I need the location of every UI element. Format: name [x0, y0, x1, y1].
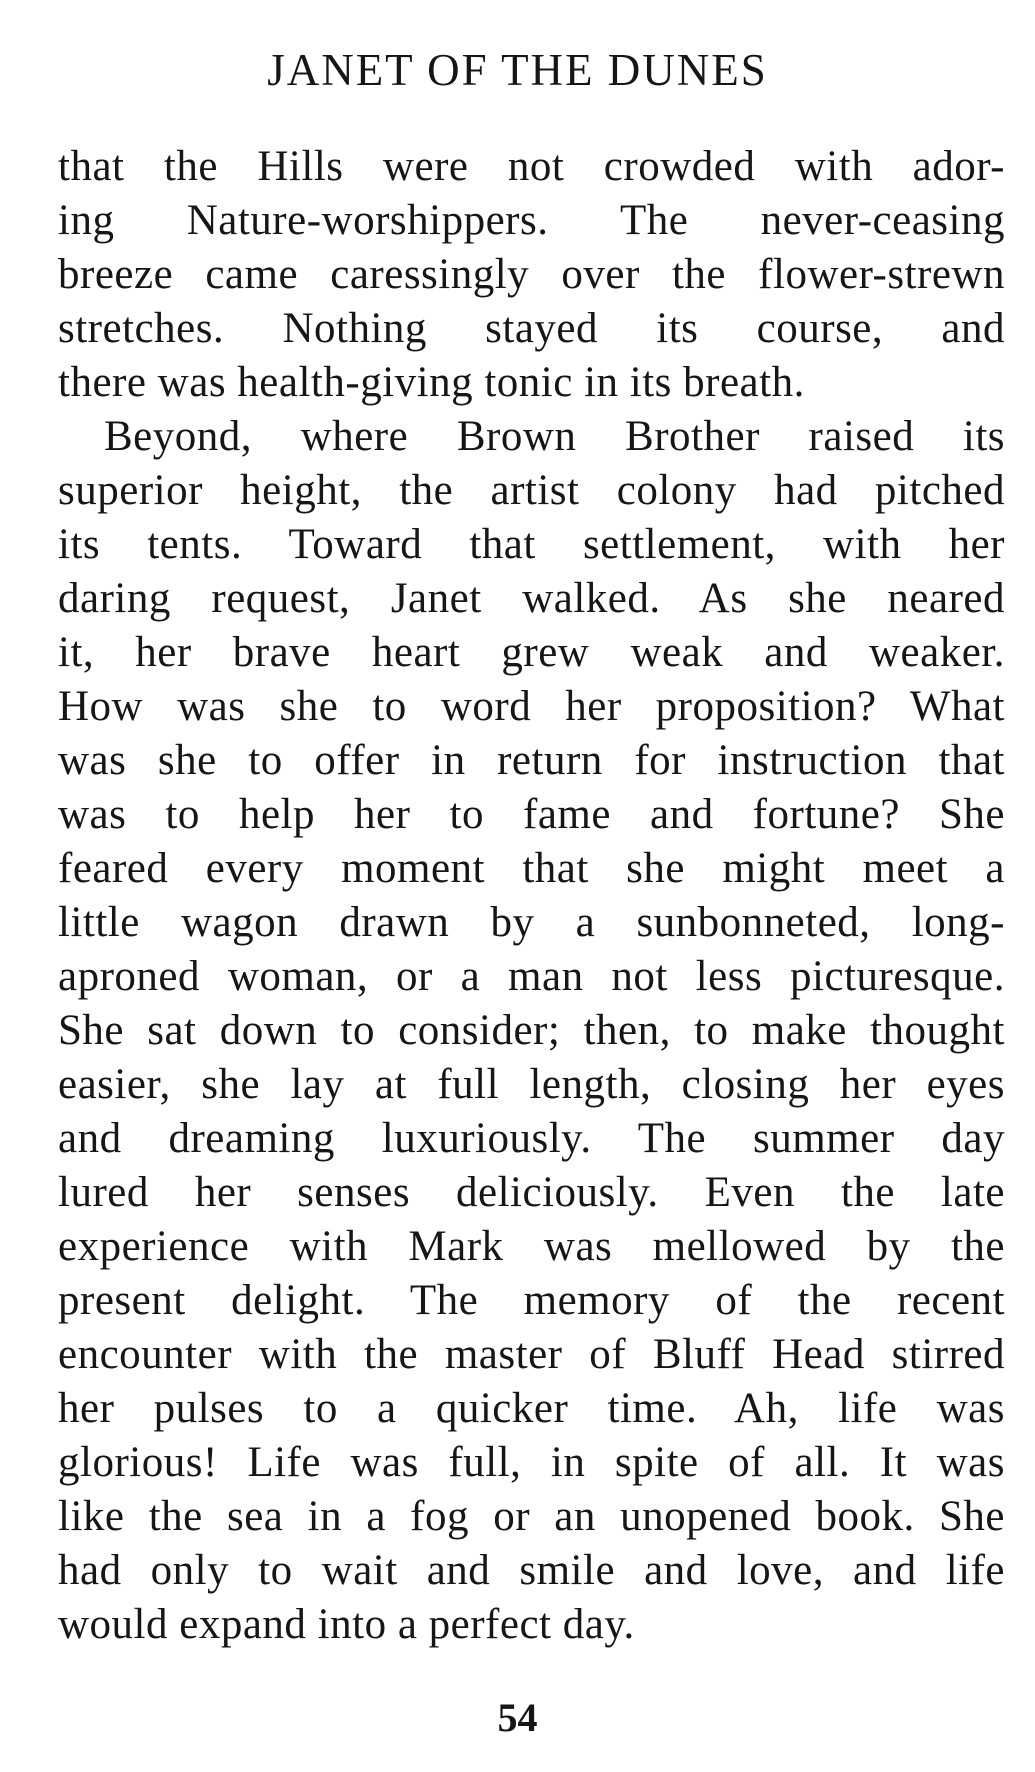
text-line: lured her senses deliciously. Even the late	[58, 1169, 1005, 1216]
running-head: JANET OF THE DUNES	[267, 45, 768, 95]
text-line: stretches. Nothing stayed its course, and	[58, 305, 1005, 352]
text-line: little wagon drawn by a sunbonneted, long-	[58, 899, 1005, 946]
text-line: superior height, the artist colony had pitched	[58, 467, 1005, 514]
text-line: How was she to word her proposition? What	[58, 683, 1005, 730]
text-line: and dreaming luxuriously. The summer day	[58, 1115, 1005, 1162]
text-line: her pulses to a quicker time. Ah, life was	[58, 1385, 1005, 1432]
text-line: aproned woman, or a man not less picturesque.	[58, 953, 1005, 1000]
text-line: breeze came caressingly over the flower-strewn	[58, 251, 1005, 298]
text-line: was she to offer in return for instruction that	[58, 737, 1005, 784]
text-line: would expand into a perfect day.	[58, 1601, 635, 1648]
text-line: She sat down to consider; then, to make thought	[58, 1007, 1005, 1054]
body-text	[58, 140, 1005, 1652]
text-line: glorious! Life was full, in spite of all. It was	[58, 1439, 1005, 1486]
text-line: there was health-giving tonic in its breath.	[58, 359, 805, 406]
text-line: was to help her to fame and fortune? She	[58, 791, 1005, 838]
text-line: encounter with the master of Bluff Head stirred	[58, 1331, 1005, 1378]
text-line: present delight. The memory of the recent	[58, 1277, 1005, 1324]
text-line: experience with Mark was mellowed by the	[58, 1223, 1005, 1270]
text-line: daring request, Janet walked. As she neared	[58, 575, 1005, 622]
text-line: it, her brave heart grew weak and weaker.	[58, 629, 1005, 676]
text-line: like the sea in a fog or an unopened book. She	[58, 1493, 1005, 1540]
page-number: 54	[497, 1695, 538, 1740]
text-line: its tents. Toward that settlement, with her	[58, 521, 1005, 568]
text-line: Beyond, where Brown Brother raised its	[104, 413, 1005, 460]
text-line: feared every moment that she might meet a	[58, 845, 1005, 892]
text-line: easier, she lay at full length, closing her eyes	[58, 1061, 1005, 1108]
text-line: that the Hills were not crowded with ador-	[58, 143, 1005, 190]
text-line: had only to wait and smile and love, and life	[58, 1547, 1005, 1594]
text-line: ing Nature-worshippers. The never-ceasing	[58, 197, 1005, 244]
